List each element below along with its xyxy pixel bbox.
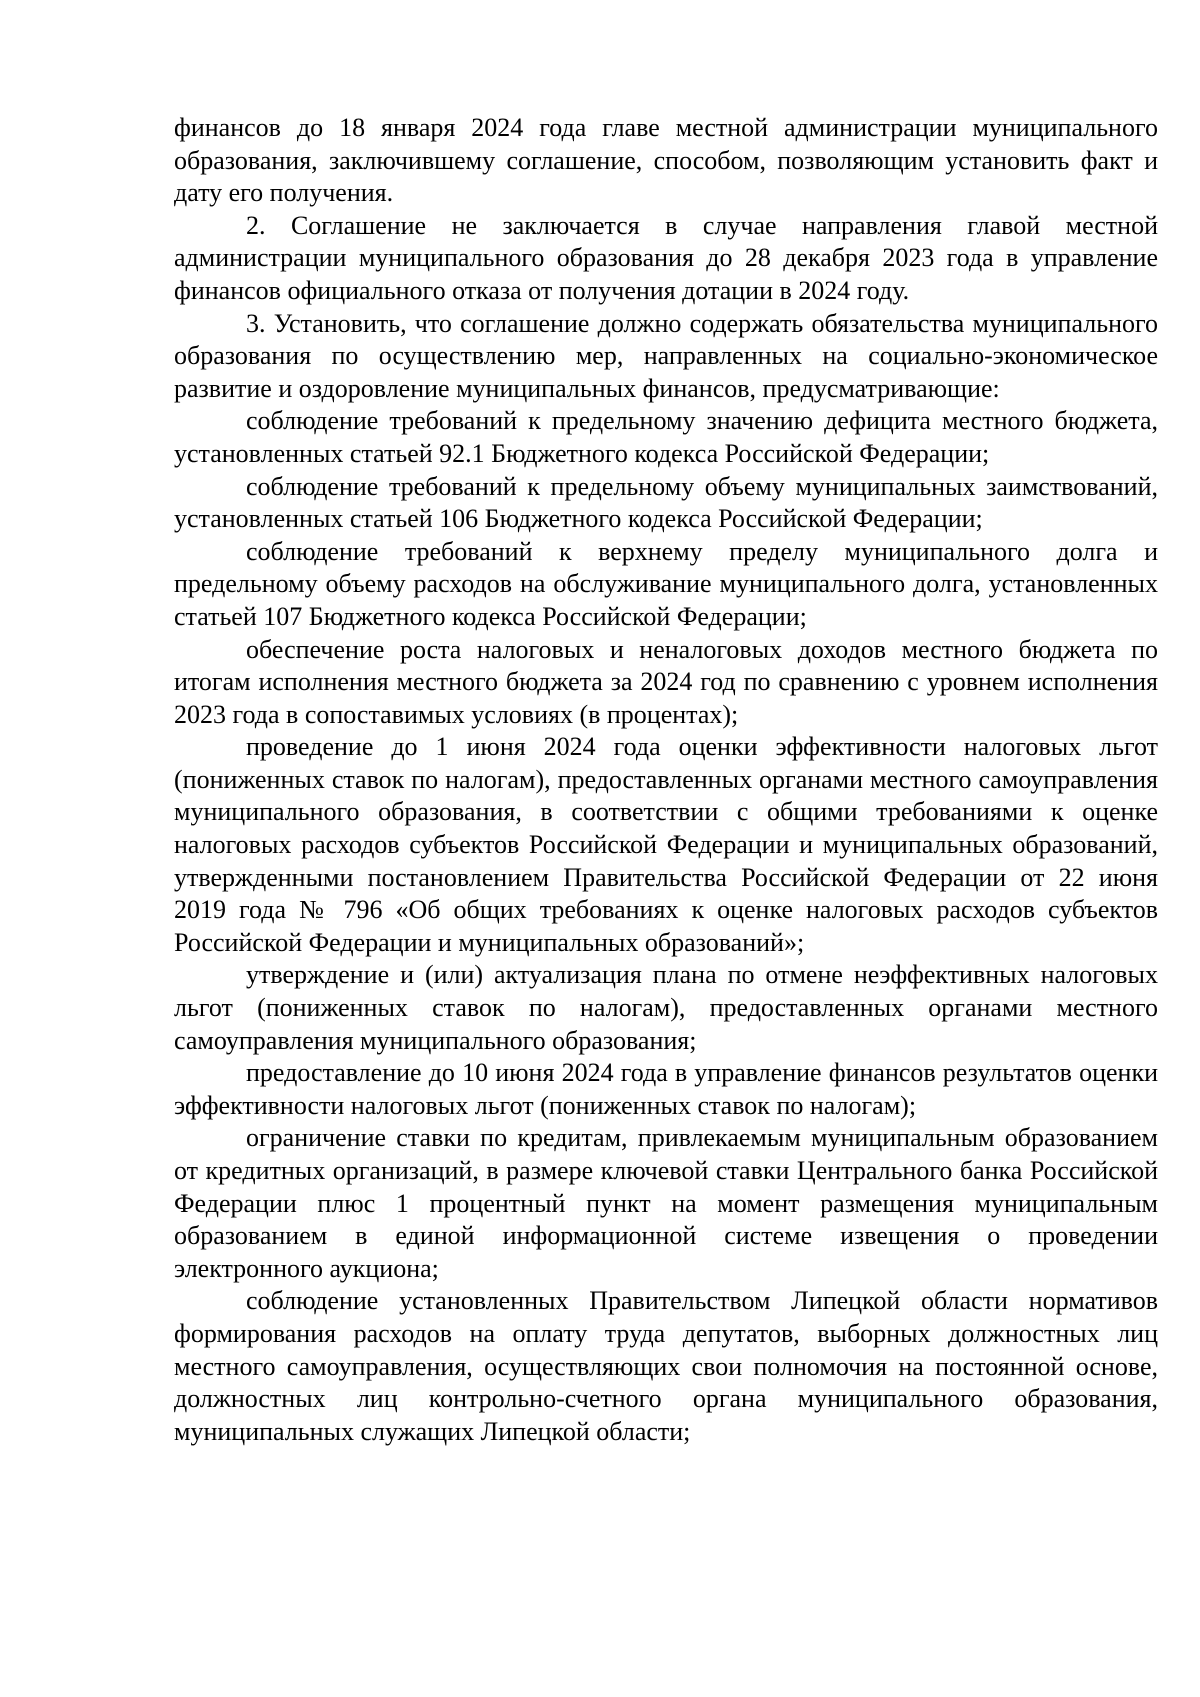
paragraph-item-3: 3. Установить, что соглашение должно содержать обязательства муниципального образования по осуществлению мер, направленных на социально-экономическое развитие и оздоровление муниципальных финансов, предусматривающие:	[174, 308, 1158, 403]
obligation-payroll-standards: соблюдение установленных Правительством Липецкой области нормативов формирования расходов на оплату труда депутатов, выборных должностных лиц местного самоуправления, осуществляющих свои полномочия на постоянной основе, должностных лиц контрольно-счетного органа муниципального образования, муниципальных служащих Липецкой области;	[174, 1286, 1158, 1446]
obligation-tax-benefit-plan: утверждение и (или) актуализация плана по отмене неэффективных налоговых льгот (пониженных ставок по налогам), предоставленных органами местного самоуправления муниципального образования;	[174, 960, 1158, 1055]
obligation-assessment-submission: предоставление до 10 июня 2024 года в управление финансов результатов оценки эффективности налоговых льгот (пониженных ставок по налогам);	[174, 1058, 1158, 1120]
document-page	[174, 112, 1158, 1448]
obligation-tax-benefit-assessment: проведение до 1 июня 2024 года оценки эффективности налоговых льгот (пониженных ставок по налогам), предоставленных органами местного самоуправления муниципального образования, в соответствии с общими требованиями к оценке налоговых расходов субъектов Российской Федерации и муниципальных образований, утвержденными постановлением Правительства Российской Федерации от 22 июня 2019 года № 796 «Об общих требованиях к оценке налоговых расходов субъектов Российской Федерации и муниципальных образований»;	[174, 732, 1158, 957]
paragraph-continuation: финансов до 18 января 2024 года главе местной администрации муниципального образования, заключившему соглашение, способом, позволяющим установить факт и дату его получения.	[174, 113, 1158, 208]
obligation-credit-rate-limit: ограничение ставки по кредитам, привлекаемым муниципальным образованием от кредитных организаций, в размере ключевой ставки Центрального банка Российской Федерации плюс 1 процентный пункт на момент размещения муниципальным образованием в единой информационной системе извещения о проведении электронного аукциона;	[174, 1123, 1158, 1283]
obligation-borrowing-limit: соблюдение требований к предельному объему муниципальных заимствований, установленных статьей 106 Бюджетного кодекса Российской Федерации;	[174, 471, 1158, 534]
obligation-deficit-limit: соблюдение требований к предельному значению дефицита местного бюджета, установленных статьей 92.1 Бюджетного кодекса Российской Федерации;	[174, 406, 1158, 468]
obligation-debt-limit: соблюдение требований к верхнему пределу муниципального долга и предельному объему расходов на обслуживание муниципального долга, установленных статьей 107 Бюджетного кодекса Российской Федерации;	[174, 536, 1158, 631]
obligation-revenue-growth: обеспечение роста налоговых и неналоговых доходов местного бюджета по итогам исполнения местного бюджета за 2024 год по сравнению с уровнем исполнения 2023 года в сопоставимых условиях (в процентах);	[174, 634, 1158, 729]
paragraph-item-2: 2. Соглашение не заключается в случае направления главой местной администрации муниципального образования до 28 декабря 2023 года в управление финансов официального отказа от получения дотации в 2024 году.	[174, 210, 1158, 305]
